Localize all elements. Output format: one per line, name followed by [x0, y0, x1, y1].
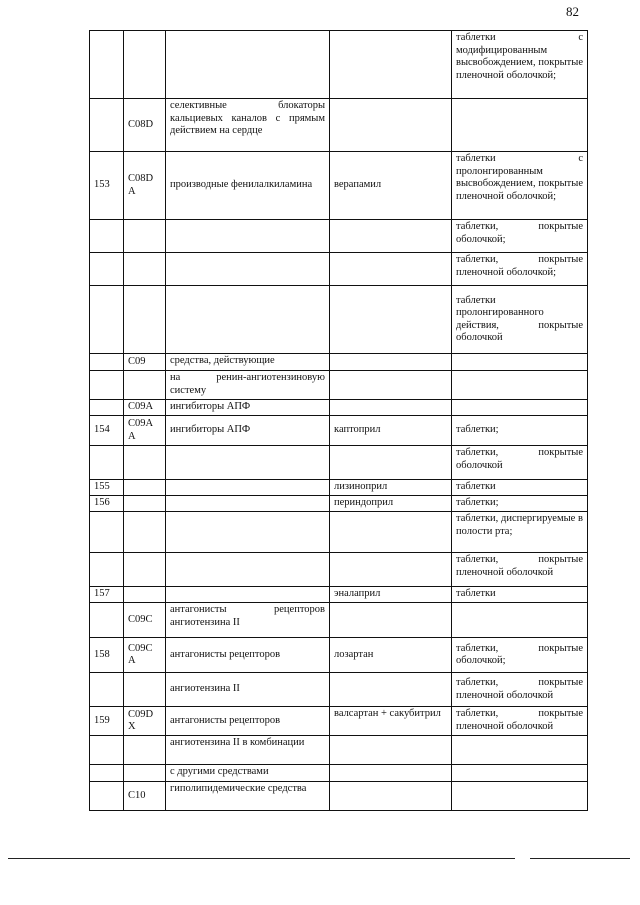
drug-name [330, 765, 452, 782]
drug-name [330, 446, 452, 480]
dosage-form: таблетки; [452, 416, 588, 446]
atc-code [124, 496, 166, 512]
group-name: ингибиторы АПФ [166, 416, 330, 446]
drug-name [330, 220, 452, 253]
table-row [90, 603, 588, 638]
group-name: средства, действующие [166, 354, 330, 371]
group-name [166, 553, 330, 587]
row-number [90, 400, 124, 416]
row-number [90, 354, 124, 371]
atc-code: C08D А [124, 152, 166, 220]
bottom-rule-right [530, 858, 630, 859]
dosage-form: таблетки, покрытые оболочкой [452, 446, 588, 480]
table-row [90, 673, 588, 707]
group-name [166, 480, 330, 496]
dosage-form: таблетки, покрытые пленочной оболочкой [452, 673, 588, 707]
dosage-form [452, 765, 588, 782]
atc-code [124, 512, 166, 553]
drug-name [330, 354, 452, 371]
table-row [90, 587, 588, 603]
table-row [90, 152, 588, 220]
row-number [90, 553, 124, 587]
row-number: 154 [90, 416, 124, 446]
atc-code [124, 587, 166, 603]
row-number [90, 99, 124, 152]
group-name [166, 286, 330, 354]
drug-name [330, 371, 452, 400]
drug-name [330, 31, 452, 99]
group-name: ингибиторы АПФ [166, 400, 330, 416]
table-row [90, 512, 588, 553]
dosage-form: таблетки [452, 587, 588, 603]
drug-name [330, 253, 452, 286]
dosage-form [452, 603, 588, 638]
group-name [166, 220, 330, 253]
atc-code: C09 [124, 354, 166, 371]
row-number: 159 [90, 707, 124, 736]
drug-name [330, 99, 452, 152]
group-name: производные фенилалкиламина [166, 152, 330, 220]
drug-name: верапамил [330, 152, 452, 220]
drug-name [330, 512, 452, 553]
atc-code: C10 [124, 782, 166, 811]
table-row [90, 736, 588, 765]
group-name: антагонисты рецепторов [166, 707, 330, 736]
drug-name [330, 286, 452, 354]
table-row [90, 400, 588, 416]
atc-code: C09A [124, 400, 166, 416]
dosage-form: таблетки с пролонгированным высвобождением, покрытые пленочной оболочкой; [452, 152, 588, 220]
drug-name [330, 553, 452, 587]
group-name [166, 446, 330, 480]
row-number [90, 253, 124, 286]
drug-name: каптоприл [330, 416, 452, 446]
dosage-form [452, 371, 588, 400]
dosage-form: таблетки, диспергируемые в полости рта; [452, 512, 588, 553]
row-number [90, 782, 124, 811]
dosage-form [452, 400, 588, 416]
group-name: на ренин-ангиотензиновую систему [166, 371, 330, 400]
atc-code: C09C [124, 603, 166, 638]
atc-code [124, 480, 166, 496]
drug-name [330, 736, 452, 765]
group-name: антагонисты рецепторов [166, 638, 330, 673]
table-row [90, 416, 588, 446]
atc-code [124, 446, 166, 480]
row-number [90, 31, 124, 99]
dosage-form: таблетки, покрытые оболочкой; [452, 220, 588, 253]
table-row [90, 253, 588, 286]
row-number: 155 [90, 480, 124, 496]
atc-code [124, 371, 166, 400]
group-name [166, 587, 330, 603]
atc-code [124, 286, 166, 354]
atc-code: C09D X [124, 707, 166, 736]
table-row [90, 707, 588, 736]
drug-name [330, 673, 452, 707]
row-number [90, 512, 124, 553]
row-number: 153 [90, 152, 124, 220]
dosage-form: таблетки; [452, 496, 588, 512]
atc-code: C09A А [124, 416, 166, 446]
atc-code: C09C А [124, 638, 166, 673]
atc-code [124, 736, 166, 765]
drug-name [330, 400, 452, 416]
dosage-form [452, 99, 588, 152]
table-row [90, 553, 588, 587]
table-row [90, 638, 588, 673]
dosage-form: таблетки, покрытые оболочкой; [452, 638, 588, 673]
group-name: ангиотензина II в комбинации [166, 736, 330, 765]
table-row [90, 765, 588, 782]
dosage-form: таблетки пролонгированного действия, покрытые оболочкой [452, 286, 588, 354]
group-name: с другими средствами [166, 765, 330, 782]
drug-name: эналаприл [330, 587, 452, 603]
row-number [90, 220, 124, 253]
row-number [90, 286, 124, 354]
atc-code: C08D [124, 99, 166, 152]
dosage-form: таблетки с модифицированным высвобождением, покрытые пленочной оболочкой; [452, 31, 588, 99]
atc-code [124, 253, 166, 286]
table-row [90, 480, 588, 496]
group-name [166, 496, 330, 512]
group-name: ангиотензина II [166, 673, 330, 707]
page-number: 82 [566, 4, 579, 19]
row-number [90, 371, 124, 400]
drug-name: валсартан + сакубитрил [330, 707, 452, 736]
group-name [166, 512, 330, 553]
group-name: селективные блокаторы кальциевых каналов с прямым действием на сердце [166, 99, 330, 152]
dosage-form: таблетки, покрытые пленочной оболочкой [452, 707, 588, 736]
row-number [90, 446, 124, 480]
dosage-form: таблетки [452, 480, 588, 496]
table-row [90, 31, 588, 99]
group-name: антагонисты рецепторов ангиотензина II [166, 603, 330, 638]
table-row [90, 496, 588, 512]
dosage-form [452, 736, 588, 765]
group-name [166, 31, 330, 99]
row-number [90, 673, 124, 707]
bottom-rule-left [8, 858, 515, 859]
drug-name [330, 603, 452, 638]
table-row [90, 446, 588, 480]
row-number: 157 [90, 587, 124, 603]
table-row [90, 99, 588, 152]
row-number: 158 [90, 638, 124, 673]
drug-name: лизиноприл [330, 480, 452, 496]
row-number [90, 603, 124, 638]
atc-code [124, 673, 166, 707]
row-number [90, 736, 124, 765]
dosage-form: таблетки, покрытые пленочной оболочкой [452, 553, 588, 587]
table-row [90, 782, 588, 811]
atc-code [124, 31, 166, 99]
atc-code [124, 220, 166, 253]
table-row [90, 354, 588, 371]
table-row [90, 286, 588, 354]
drug-list-table [89, 30, 588, 811]
group-name [166, 253, 330, 286]
dosage-form [452, 782, 588, 811]
atc-code [124, 553, 166, 587]
table-row [90, 371, 588, 400]
atc-code [124, 765, 166, 782]
row-number [90, 765, 124, 782]
group-name: гиполипидемические средства [166, 782, 330, 811]
drug-name: лозартан [330, 638, 452, 673]
drug-name: периндоприл [330, 496, 452, 512]
dosage-form: таблетки, покрытые пленочной оболочкой; [452, 253, 588, 286]
table-row [90, 220, 588, 253]
row-number: 156 [90, 496, 124, 512]
dosage-form [452, 354, 588, 371]
drug-name [330, 782, 452, 811]
